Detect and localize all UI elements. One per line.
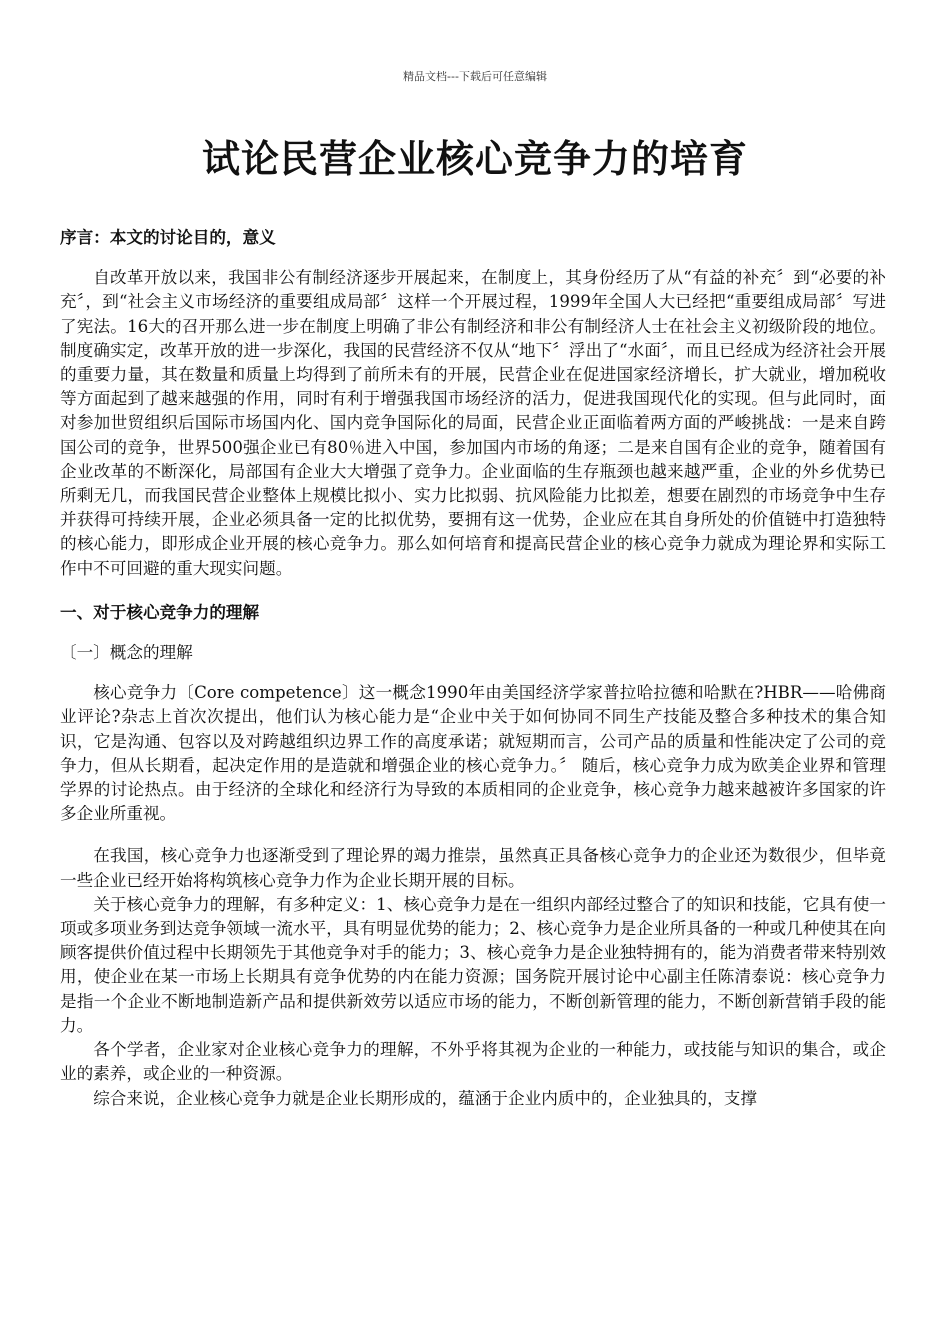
document-title: 试论民营企业核心竞争力的培育 [201, 137, 748, 181]
spacer [60, 826, 886, 844]
paragraph-summary: 综合来说，企业核心竞争力就是企业长期形成的，蕴涵于企业内质中的，企业独具的，支撑 [93, 1088, 757, 1108]
spacer [60, 581, 886, 601]
spacer [60, 250, 886, 266]
paragraph-preface: 自改革开放以来，我国非公有制经济逐步开展起来，在制度上，其身份经历了从“有益的补充〞到“必要的补充〞，到“社会主义市场经济的重要组成局部〞这样一个开展过程，1999年全国人大已经把“重要组成局部〞写进了宪法。16大的召开那么进一步在制度上明确了非公有制经济和非公有制经济人士在社会主义初级阶段的地位。制度确实定，改革开放的进一步深化，我国的民营经济不仅从“地下〞浮出了“水面〞，而且已经成为经济社会开展的重要力量，其在数量和质量上均得到了前所未有的开展，民营企业在促进国家经济增长，扩大就业，增加税收等方面起到了越来越强的作用，同时有利于增强我国市场经济的活力，促进我国现代化的实现。但与此同时，面对参加世贸组织后国际市场国内化、国内竞争国际化的局面，民营企业正面临着两方面的严峻挑战：一是来自跨国公司的竞争，世界500强企业已有80％进入中国，参加国内市场的角逐；二是来自国有企业的竞争，随着国有企业改革的不断深化，局部国有企业大大增强了竞争力。企业面临的生存瓶颈也越来越严重，企业的外乡优势已所剩无几，而我国民营企业整体上规模比拟小、实力比拟弱、抗风险能力比拟差，想要在剧烈的市场竞争中生存并获得可持续开展，企业必须具备一定的比拟优势，要拥有这一优势，企业应在其自身所处的价值链中打造独特的核心能力，即形成企业开展的核心竞争力。那么如何培育和提高民营企业的核心竞争力就成为理论界和实际工作中不可回避的重大现实问题。 [60, 268, 886, 578]
spacer [60, 665, 886, 681]
section-heading-preface: 序言：本文的讨论目的，意义 [60, 228, 276, 247]
paragraph-scholars-view: 各个学者，企业家对企业核心竞争力的理解，不外乎将其视为企业的一种能力，或技能与知识的集合，或企业的素养，或企业的一种资源。 [60, 1040, 886, 1084]
paragraph-core-competence-origin: 核心竞争力〔Core competence〕这一概念1990年由美国经济学家普拉哈拉德和哈默在?HBR——哈佛商业评论?杂志上首次次提出，他们认为核心能力是“企业中关于如何协同不同生产技能及整合多种技术的集合知识，它是沟通、包容以及对跨越组织边界工作的高度承诺；就短期而言，公司产品的质量和性能决定了公司的竞争力，但从长期看，起决定作用的是造就和增强企业的核心竞争力。〞 随后，核心竞争力成为欧美企业界和管理学界的讨论热点。由于经济的全球化和经济行为导致的本质相同的企业竞争，核心竞争力越来越被许多国家的许多企业所重视。 [60, 683, 886, 824]
document-body [60, 226, 886, 1111]
paragraph-definitions: 关于核心竞争力的理解，有多种定义：1、核心竞争力是在一组织内部经过整合了的知识和技能，它具有使一项或多项业务到达竞争领域一流水平，具有明显优势的能力；2、核心竞争力是企业所具备的一种或几种使其在向顾客提供价值过程中长期领先于其他竞争对手的能力；3、核心竞争力是企业独特拥有的，能为消费者带来特别效用，使企业在某一市场上长期具有竞争优势的内在能力资源；国务院开展讨论中心副主任陈清泰说：核心竞争力是指一个企业不断地制造新产品和提供新效劳以适应市场的能力，不断创新管理的能力，不断创新营销手段的能力。 [60, 894, 886, 1035]
spacer [60, 625, 886, 641]
subsection-heading-concept: 〔一〕概念的理解 [60, 643, 193, 663]
header-note: 精品文档---下载后可任意编辑 [403, 70, 547, 83]
paragraph-china-context: 在我国，核心竞争力也逐渐受到了理论界的竭力推崇，虽然真正具备核心竞争力的企业还为数很少，但毕竟一些企业已经开始将构筑核心竞争力作为企业长期开展的目标。 [60, 846, 886, 890]
section-heading-one: 一、对于核心竞争力的理解 [60, 602, 260, 622]
